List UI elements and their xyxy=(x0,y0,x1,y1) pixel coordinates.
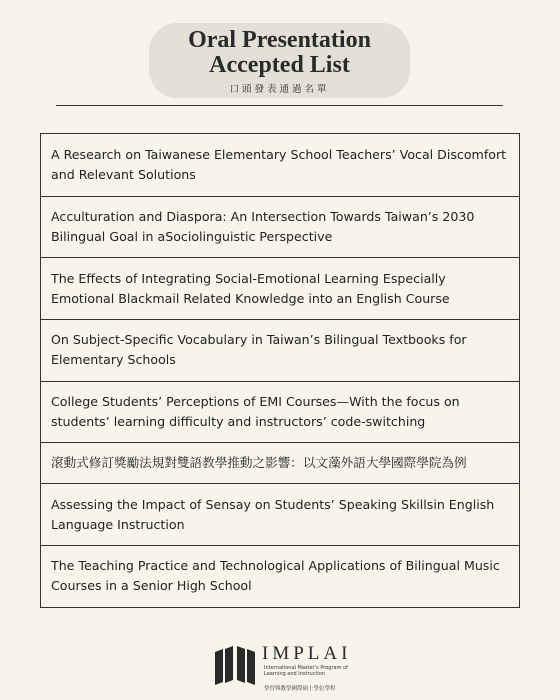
paper-title: Acculturation and Diaspora: An Intersection Towards Taiwan’s 2030 Bilingual Goal in aSociolinguistic Perspective xyxy=(51,209,475,245)
book-icon xyxy=(214,646,258,688)
list-item xyxy=(41,319,519,381)
paper-title: The Effects of Integrating Social-Emotional Learning Especially Emotional Blackmail Related Knowledge into an English Course xyxy=(51,270,450,306)
list-item xyxy=(41,483,519,545)
accepted-papers-list xyxy=(40,133,520,608)
title-banner xyxy=(149,23,410,98)
logo-wordmark: IMPLAI xyxy=(262,643,352,664)
paper-title: The Teaching Practice and Technological Applications of Bilingual Music Courses in a Senior High School xyxy=(51,558,500,594)
paper-title: College Students’ Perceptions of EMI Courses—With the focus on students’ learning difficulty and instructors’ code-switching xyxy=(51,394,460,430)
paper-title: 滾動式修訂獎勵法規對雙語教學推動之影響：以文藻外語大學國際學院為例 xyxy=(51,455,467,471)
page-subtitle: 口頭發表通過名單 xyxy=(229,84,330,95)
divider xyxy=(56,105,503,106)
list-item xyxy=(41,134,519,196)
implai-logo xyxy=(214,644,354,692)
page-title-line-1: Oral Presentation xyxy=(188,27,371,53)
list-item xyxy=(41,442,519,483)
page-title-line-2: Accepted List xyxy=(209,52,350,78)
list-item xyxy=(41,257,519,319)
paper-title: Assessing the Impact of Sensay on Students’ Speaking Skillsin English Language Instruction xyxy=(51,496,495,532)
program-name-zh: 學習與教學國際碩士學位學程 xyxy=(264,686,336,692)
list-item xyxy=(41,381,519,443)
paper-title: A Research on Taiwanese Elementary School Teachers’ Vocal Discomfort and Relevant Solutions xyxy=(51,146,507,182)
program-name: International Master’s Program of Learning and Instruction xyxy=(264,665,348,677)
list-item xyxy=(41,196,519,258)
paper-title: On Subject-Specific Vocabulary in Taiwan’s Bilingual Textbooks for Elementary Schools xyxy=(51,332,467,368)
list-item xyxy=(41,545,519,607)
